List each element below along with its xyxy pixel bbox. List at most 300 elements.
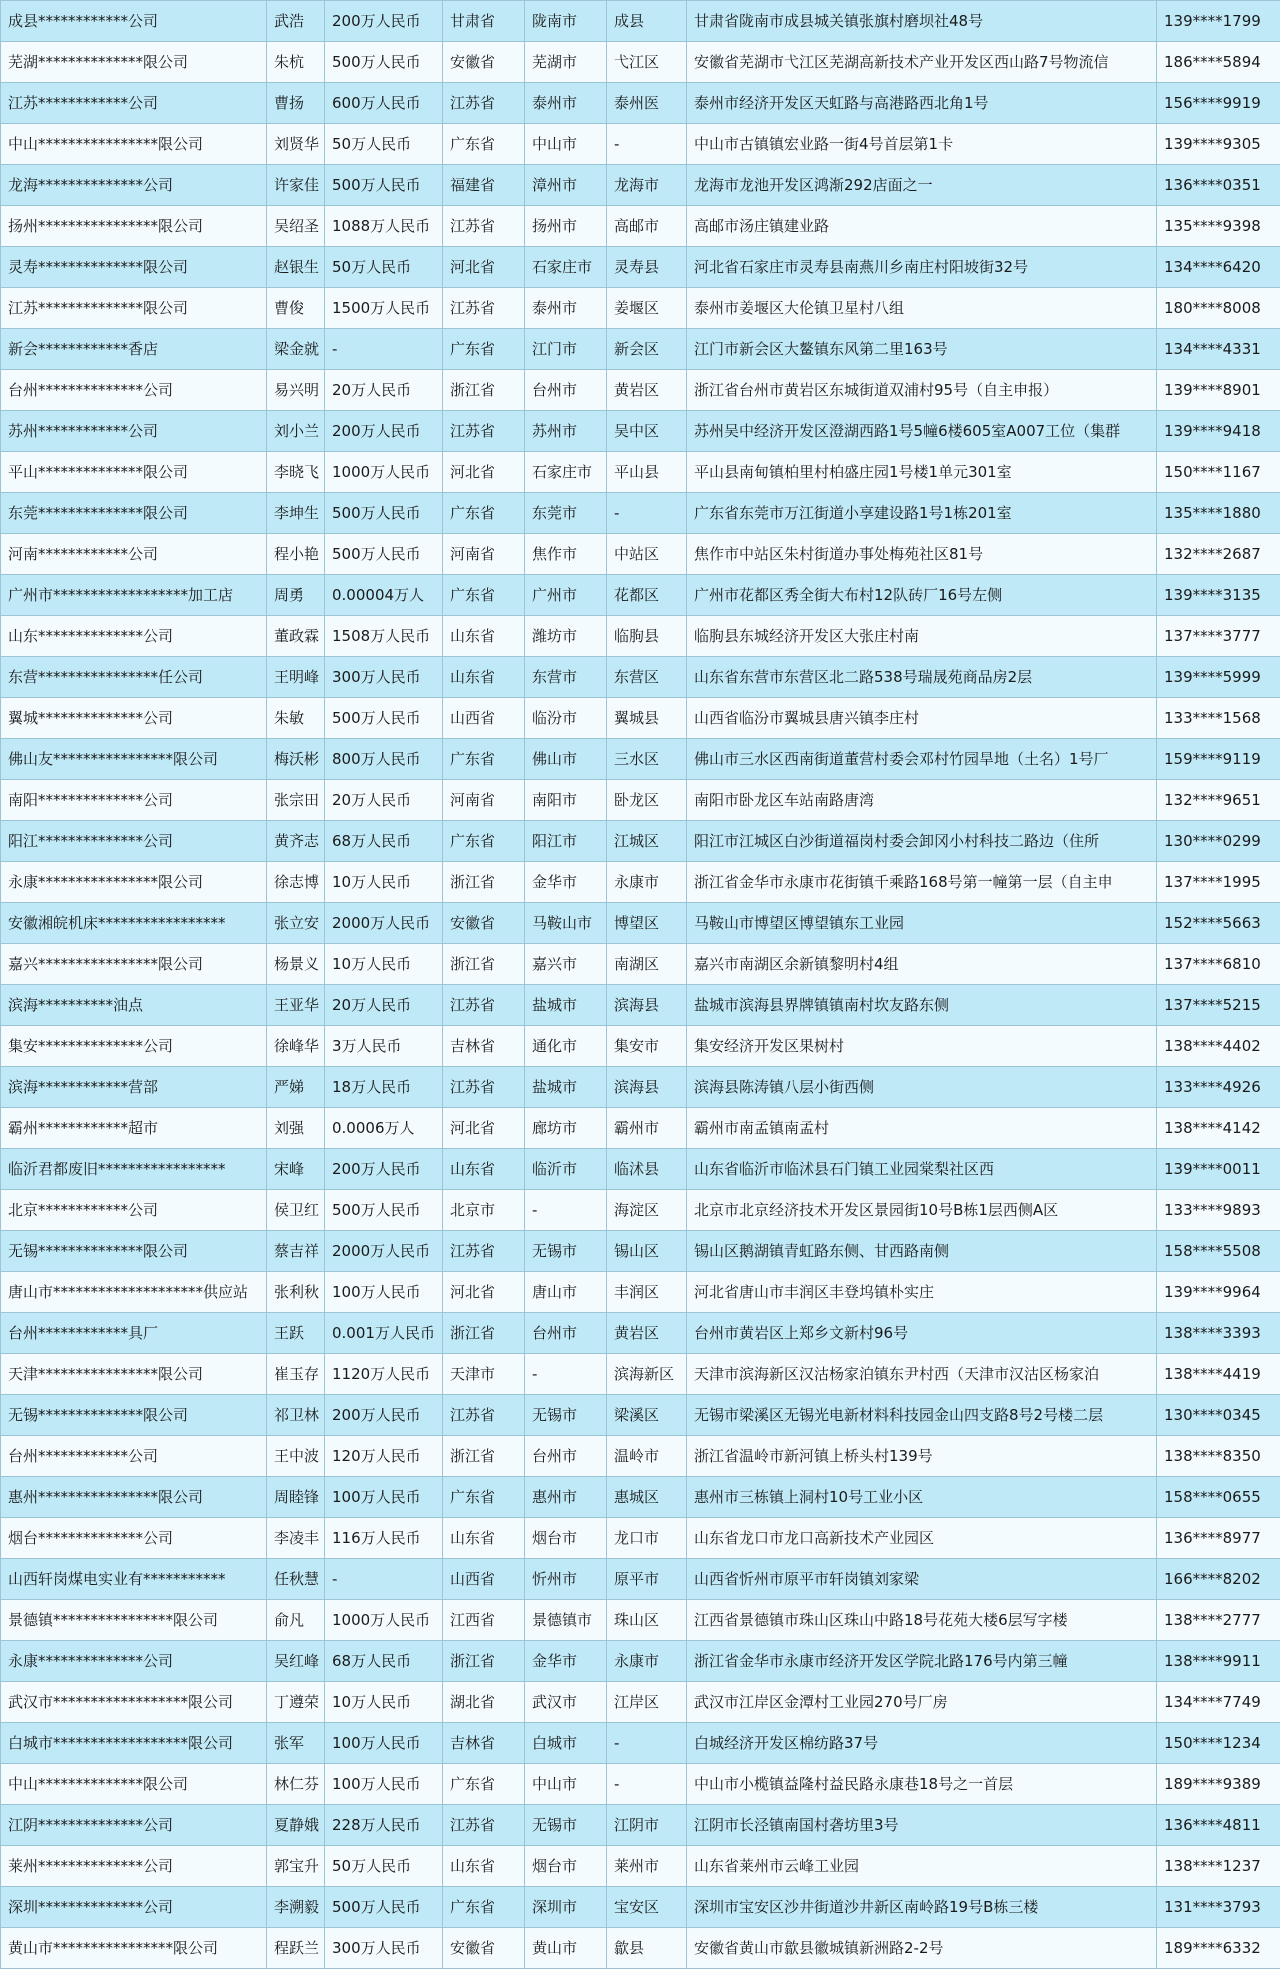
registered-capital-cell: 200万人民币 xyxy=(325,1149,443,1190)
registered-capital-cell: 500万人民币 xyxy=(325,165,443,206)
province-cell: 浙江省 xyxy=(443,944,525,985)
phone-cell: 139****1799 xyxy=(1157,1,1280,42)
company-name-cell: 黄山市****************限公司 xyxy=(1,1928,267,1969)
address-cell: 白城经济开发区棉纺路37号 xyxy=(687,1723,1157,1764)
table-row xyxy=(1,1518,1280,1559)
table-row xyxy=(1,575,1280,616)
table-row xyxy=(1,165,1280,206)
company-name-cell: 芜湖**************限公司 xyxy=(1,42,267,83)
table-row xyxy=(1,698,1280,739)
phone-cell: 138****2777 xyxy=(1157,1600,1280,1641)
phone-cell: 186****5894 xyxy=(1157,42,1280,83)
address-cell: 北京市北京经济技术开发区景园街10号B栋1层西侧A区 xyxy=(687,1190,1157,1231)
legal-rep-cell: 吴红峰 xyxy=(267,1641,325,1682)
address-cell: 嘉兴市南湖区余新镇黎明村4组 xyxy=(687,944,1157,985)
district-cell: 锡山区 xyxy=(607,1231,687,1272)
registered-capital-cell: 500万人民币 xyxy=(325,534,443,575)
legal-rep-cell: 程跃兰 xyxy=(267,1928,325,1969)
table-row xyxy=(1,862,1280,903)
district-cell: 姜堰区 xyxy=(607,288,687,329)
company-name-cell: 江苏************公司 xyxy=(1,83,267,124)
phone-cell: 135****9398 xyxy=(1157,206,1280,247)
registered-capital-cell: 0.0006万人 xyxy=(325,1108,443,1149)
registered-capital-cell: 100万人民币 xyxy=(325,1272,443,1313)
legal-rep-cell: 梁金就 xyxy=(267,329,325,370)
table-row xyxy=(1,1641,1280,1682)
legal-rep-cell: 易兴明 xyxy=(267,370,325,411)
table-row xyxy=(1,1354,1280,1395)
city-cell: 景德镇市 xyxy=(525,1600,607,1641)
legal-rep-cell: 徐志博 xyxy=(267,862,325,903)
province-cell: 江苏省 xyxy=(443,411,525,452)
table-row xyxy=(1,1805,1280,1846)
address-cell: 浙江省金华市永康市经济开发区学院北路176号内第三幢 xyxy=(687,1641,1157,1682)
legal-rep-cell: 刘小兰 xyxy=(267,411,325,452)
company-name-cell: 东莞**************限公司 xyxy=(1,493,267,534)
legal-rep-cell: 张宗田 xyxy=(267,780,325,821)
address-cell: 临朐县东城经济开发区大张庄村南 xyxy=(687,616,1157,657)
city-cell: 广州市 xyxy=(525,575,607,616)
legal-rep-cell: 李溯毅 xyxy=(267,1887,325,1928)
company-name-cell: 嘉兴****************限公司 xyxy=(1,944,267,985)
district-cell: 珠山区 xyxy=(607,1600,687,1641)
phone-cell: 131****3793 xyxy=(1157,1887,1280,1928)
city-cell: 金华市 xyxy=(525,862,607,903)
city-cell: 马鞍山市 xyxy=(525,903,607,944)
province-cell: 广东省 xyxy=(443,124,525,165)
city-cell: 台州市 xyxy=(525,370,607,411)
registered-capital-cell: 500万人民币 xyxy=(325,42,443,83)
registered-capital-cell: 20万人民币 xyxy=(325,985,443,1026)
city-cell: 惠州市 xyxy=(525,1477,607,1518)
province-cell: 江苏省 xyxy=(443,985,525,1026)
address-cell: 江阴市长泾镇南国村砻坊里3号 xyxy=(687,1805,1157,1846)
province-cell: 广东省 xyxy=(443,575,525,616)
city-cell: 扬州市 xyxy=(525,206,607,247)
phone-cell: 138****9911 xyxy=(1157,1641,1280,1682)
registered-capital-cell: 500万人民币 xyxy=(325,698,443,739)
table-row xyxy=(1,1395,1280,1436)
district-cell: 滨海县 xyxy=(607,1067,687,1108)
phone-cell: 138****3393 xyxy=(1157,1313,1280,1354)
legal-rep-cell: 朱杭 xyxy=(267,42,325,83)
province-cell: 北京市 xyxy=(443,1190,525,1231)
table-row xyxy=(1,1436,1280,1477)
legal-rep-cell: 王亚华 xyxy=(267,985,325,1026)
company-name-cell: 烟台**************公司 xyxy=(1,1518,267,1559)
registered-capital-cell: 10万人民币 xyxy=(325,1682,443,1723)
phone-cell: 130****0299 xyxy=(1157,821,1280,862)
address-cell: 天津市滨海新区汉沽杨家泊镇东尹村西（天津市汉沽区杨家泊 xyxy=(687,1354,1157,1395)
registered-capital-cell: 68万人民币 xyxy=(325,821,443,862)
city-cell: 唐山市 xyxy=(525,1272,607,1313)
company-name-cell: 安徽湘皖机床***************** xyxy=(1,903,267,944)
company-name-cell: 集安**************公司 xyxy=(1,1026,267,1067)
province-cell: 河南省 xyxy=(443,534,525,575)
phone-cell: 137****5215 xyxy=(1157,985,1280,1026)
company-name-cell: 莱州**************公司 xyxy=(1,1846,267,1887)
province-cell: 山东省 xyxy=(443,616,525,657)
legal-rep-cell: 武浩 xyxy=(267,1,325,42)
phone-cell: 152****5663 xyxy=(1157,903,1280,944)
registered-capital-cell: 18万人民币 xyxy=(325,1067,443,1108)
address-cell: 武汉市江岸区金潭村工业园270号厂房 xyxy=(687,1682,1157,1723)
table-row xyxy=(1,1764,1280,1805)
table-row xyxy=(1,411,1280,452)
company-name-cell: 台州**************公司 xyxy=(1,370,267,411)
registered-capital-cell: 2000万人民币 xyxy=(325,1231,443,1272)
legal-rep-cell: 曹俊 xyxy=(267,288,325,329)
company-name-cell: 无锡**************限公司 xyxy=(1,1231,267,1272)
district-cell: 滨海县 xyxy=(607,985,687,1026)
address-cell: 霸州市南孟镇南孟村 xyxy=(687,1108,1157,1149)
province-cell: 河北省 xyxy=(443,1272,525,1313)
phone-cell: 189****6332 xyxy=(1157,1928,1280,1969)
company-name-cell: 翼城**************公司 xyxy=(1,698,267,739)
table-row xyxy=(1,1190,1280,1231)
city-cell: 中山市 xyxy=(525,1764,607,1805)
company-name-cell: 江阴**************公司 xyxy=(1,1805,267,1846)
legal-rep-cell: 宋峰 xyxy=(267,1149,325,1190)
city-cell: 廊坊市 xyxy=(525,1108,607,1149)
registered-capital-cell: 228万人民币 xyxy=(325,1805,443,1846)
legal-rep-cell: 严娣 xyxy=(267,1067,325,1108)
phone-cell: 132****9651 xyxy=(1157,780,1280,821)
address-cell: 平山县南甸镇柏里村柏盛庄园1号楼1单元301室 xyxy=(687,452,1157,493)
district-cell: 翼城县 xyxy=(607,698,687,739)
company-name-cell: 佛山友****************限公司 xyxy=(1,739,267,780)
phone-cell: 133****1568 xyxy=(1157,698,1280,739)
district-cell: 东营区 xyxy=(607,657,687,698)
district-cell: 弋江区 xyxy=(607,42,687,83)
phone-cell: 180****8008 xyxy=(1157,288,1280,329)
address-cell: 山东省龙口市龙口高新技术产业园区 xyxy=(687,1518,1157,1559)
district-cell: - xyxy=(607,493,687,534)
district-cell: 宝安区 xyxy=(607,1887,687,1928)
registered-capital-cell: 116万人民币 xyxy=(325,1518,443,1559)
legal-rep-cell: 王中波 xyxy=(267,1436,325,1477)
district-cell: 永康市 xyxy=(607,1641,687,1682)
legal-rep-cell: 周睦锋 xyxy=(267,1477,325,1518)
company-name-cell: 龙海**************公司 xyxy=(1,165,267,206)
address-cell: 中山市古镇镇宏业路一街4号首层第1卡 xyxy=(687,124,1157,165)
city-cell: 台州市 xyxy=(525,1313,607,1354)
district-cell: - xyxy=(607,124,687,165)
company-name-cell: 东营****************任公司 xyxy=(1,657,267,698)
district-cell: 成县 xyxy=(607,1,687,42)
registered-capital-cell: 0.00004万人 xyxy=(325,575,443,616)
address-cell: 南阳市卧龙区车站南路唐湾 xyxy=(687,780,1157,821)
legal-rep-cell: 夏静娥 xyxy=(267,1805,325,1846)
phone-cell: 189****9389 xyxy=(1157,1764,1280,1805)
city-cell: 南阳市 xyxy=(525,780,607,821)
company-name-cell: 永康****************限公司 xyxy=(1,862,267,903)
phone-cell: 130****0345 xyxy=(1157,1395,1280,1436)
phone-cell: 138****4142 xyxy=(1157,1108,1280,1149)
city-cell: 漳州市 xyxy=(525,165,607,206)
table-row xyxy=(1,1,1280,42)
address-cell: 龙海市龙池开发区鸿渐292店面之一 xyxy=(687,165,1157,206)
legal-rep-cell: 张利秋 xyxy=(267,1272,325,1313)
legal-rep-cell: 王明峰 xyxy=(267,657,325,698)
legal-rep-cell: 黄齐志 xyxy=(267,821,325,862)
address-cell: 焦作市中站区朱村街道办事处梅苑社区81号 xyxy=(687,534,1157,575)
legal-rep-cell: 丁遵荣 xyxy=(267,1682,325,1723)
phone-cell: 134****7749 xyxy=(1157,1682,1280,1723)
phone-cell: 139****3135 xyxy=(1157,575,1280,616)
table-row xyxy=(1,616,1280,657)
phone-cell: 139****9305 xyxy=(1157,124,1280,165)
address-cell: 河北省唐山市丰润区丰登坞镇朴实庄 xyxy=(687,1272,1157,1313)
registered-capital-cell: 300万人民币 xyxy=(325,657,443,698)
city-cell: 石家庄市 xyxy=(525,452,607,493)
phone-cell: 166****8202 xyxy=(1157,1559,1280,1600)
city-cell: 深圳市 xyxy=(525,1887,607,1928)
registered-capital-cell: 100万人民币 xyxy=(325,1477,443,1518)
registered-capital-cell: 2000万人民币 xyxy=(325,903,443,944)
table-row xyxy=(1,985,1280,1026)
table-row xyxy=(1,1272,1280,1313)
address-cell: 甘肃省陇南市成县城关镇张旗村磨坝社48号 xyxy=(687,1,1157,42)
district-cell: 黄岩区 xyxy=(607,1313,687,1354)
table-row xyxy=(1,247,1280,288)
district-cell: 丰润区 xyxy=(607,1272,687,1313)
district-cell: 南湖区 xyxy=(607,944,687,985)
table-row xyxy=(1,1887,1280,1928)
city-cell: - xyxy=(525,1354,607,1395)
province-cell: 江苏省 xyxy=(443,206,525,247)
district-cell: 江阴市 xyxy=(607,1805,687,1846)
city-cell: - xyxy=(525,1190,607,1231)
address-cell: 浙江省台州市黄岩区东城街道双浦村95号（自主申报） xyxy=(687,370,1157,411)
city-cell: 黄山市 xyxy=(525,1928,607,1969)
city-cell: 临汾市 xyxy=(525,698,607,739)
province-cell: 山东省 xyxy=(443,1149,525,1190)
registered-capital-cell: 1120万人民币 xyxy=(325,1354,443,1395)
city-cell: 台州市 xyxy=(525,1436,607,1477)
district-cell: 龙海市 xyxy=(607,165,687,206)
registered-capital-cell: 0.001万人民币 xyxy=(325,1313,443,1354)
legal-rep-cell: 林仁芬 xyxy=(267,1764,325,1805)
city-cell: 泰州市 xyxy=(525,288,607,329)
province-cell: 福建省 xyxy=(443,165,525,206)
address-cell: 苏州吴中经济开发区澄湖西路1号5幢6楼605室A007工位（集群 xyxy=(687,411,1157,452)
city-cell: 芜湖市 xyxy=(525,42,607,83)
legal-rep-cell: 周勇 xyxy=(267,575,325,616)
table-row xyxy=(1,903,1280,944)
province-cell: 江苏省 xyxy=(443,288,525,329)
district-cell: 原平市 xyxy=(607,1559,687,1600)
province-cell: 江苏省 xyxy=(443,1395,525,1436)
legal-rep-cell: 俞凡 xyxy=(267,1600,325,1641)
phone-cell: 136****8977 xyxy=(1157,1518,1280,1559)
company-name-cell: 中山**************限公司 xyxy=(1,1764,267,1805)
province-cell: 广东省 xyxy=(443,1764,525,1805)
phone-cell: 150****1167 xyxy=(1157,452,1280,493)
district-cell: 温岭市 xyxy=(607,1436,687,1477)
district-cell: 莱州市 xyxy=(607,1846,687,1887)
legal-rep-cell: 梅沃彬 xyxy=(267,739,325,780)
registered-capital-cell: 100万人民币 xyxy=(325,1723,443,1764)
district-cell: 高邮市 xyxy=(607,206,687,247)
legal-rep-cell: 朱敏 xyxy=(267,698,325,739)
table-row xyxy=(1,1723,1280,1764)
company-name-cell: 唐山市********************供应站 xyxy=(1,1272,267,1313)
table-row xyxy=(1,1559,1280,1600)
phone-cell: 133****9893 xyxy=(1157,1190,1280,1231)
city-cell: 无锡市 xyxy=(525,1231,607,1272)
province-cell: 吉林省 xyxy=(443,1026,525,1067)
legal-rep-cell: 程小艳 xyxy=(267,534,325,575)
phone-cell: 136****4811 xyxy=(1157,1805,1280,1846)
district-cell: 江岸区 xyxy=(607,1682,687,1723)
province-cell: 江苏省 xyxy=(443,1067,525,1108)
district-cell: 临朐县 xyxy=(607,616,687,657)
table-row xyxy=(1,1600,1280,1641)
registered-capital-cell: 50万人民币 xyxy=(325,124,443,165)
legal-rep-cell: 王跃 xyxy=(267,1313,325,1354)
registered-capital-cell: 10万人民币 xyxy=(325,944,443,985)
table-row xyxy=(1,1231,1280,1272)
company-name-cell: 山东**************公司 xyxy=(1,616,267,657)
company-name-cell: 白城市******************限公司 xyxy=(1,1723,267,1764)
company-name-cell: 无锡**************限公司 xyxy=(1,1395,267,1436)
province-cell: 山东省 xyxy=(443,1518,525,1559)
city-cell: 东莞市 xyxy=(525,493,607,534)
registered-capital-cell: 68万人民币 xyxy=(325,1641,443,1682)
phone-cell: 158****0655 xyxy=(1157,1477,1280,1518)
legal-rep-cell: 李凌丰 xyxy=(267,1518,325,1559)
district-cell: 梁溪区 xyxy=(607,1395,687,1436)
table-row xyxy=(1,124,1280,165)
legal-rep-cell: 董政霖 xyxy=(267,616,325,657)
registered-capital-cell: 200万人民币 xyxy=(325,411,443,452)
address-cell: 安徽省黄山市歙县徽城镇新洲路2-2号 xyxy=(687,1928,1157,1969)
district-cell: 江城区 xyxy=(607,821,687,862)
company-name-cell: 临沂君都废旧***************** xyxy=(1,1149,267,1190)
registered-capital-cell: 200万人民币 xyxy=(325,1395,443,1436)
address-cell: 滨海县陈涛镇八层小街西侧 xyxy=(687,1067,1157,1108)
phone-cell: 133****4926 xyxy=(1157,1067,1280,1108)
company-name-cell: 灵寿**************限公司 xyxy=(1,247,267,288)
city-cell: 潍坊市 xyxy=(525,616,607,657)
company-name-cell: 江苏**************限公司 xyxy=(1,288,267,329)
registered-capital-cell: 500万人民币 xyxy=(325,1887,443,1928)
company-name-cell: 北京************公司 xyxy=(1,1190,267,1231)
province-cell: 广东省 xyxy=(443,1887,525,1928)
address-cell: 山西省临汾市翼城县唐兴镇李庄村 xyxy=(687,698,1157,739)
district-cell: 龙口市 xyxy=(607,1518,687,1559)
address-cell: 无锡市梁溪区无锡光电新材料科技园金山四支路8号2号楼二层 xyxy=(687,1395,1157,1436)
registered-capital-cell: 3万人民币 xyxy=(325,1026,443,1067)
city-cell: 中山市 xyxy=(525,124,607,165)
registered-capital-cell: - xyxy=(325,1559,443,1600)
legal-rep-cell: 李坤生 xyxy=(267,493,325,534)
city-cell: 佛山市 xyxy=(525,739,607,780)
company-name-cell: 中山****************限公司 xyxy=(1,124,267,165)
company-name-cell: 河南************公司 xyxy=(1,534,267,575)
province-cell: 天津市 xyxy=(443,1354,525,1395)
address-cell: 江西省景德镇市珠山区珠山中路18号花苑大楼6层写字楼 xyxy=(687,1600,1157,1641)
district-cell: 三水区 xyxy=(607,739,687,780)
district-cell: 临沭县 xyxy=(607,1149,687,1190)
district-cell: 歙县 xyxy=(607,1928,687,1969)
phone-cell: 138****1237 xyxy=(1157,1846,1280,1887)
company-name-cell: 阳江**************公司 xyxy=(1,821,267,862)
registered-capital-cell: 1000万人民币 xyxy=(325,1600,443,1641)
table-row xyxy=(1,1067,1280,1108)
phone-cell: 159****9119 xyxy=(1157,739,1280,780)
province-cell: 浙江省 xyxy=(443,862,525,903)
phone-cell: 135****1880 xyxy=(1157,493,1280,534)
district-cell: 新会区 xyxy=(607,329,687,370)
district-cell: 花都区 xyxy=(607,575,687,616)
table-row xyxy=(1,42,1280,83)
address-cell: 山东省临沂市临沭县石门镇工业园棠梨社区西 xyxy=(687,1149,1157,1190)
legal-rep-cell: 张军 xyxy=(267,1723,325,1764)
address-cell: 山东省东营市东营区北二路538号瑞晟苑商品房2层 xyxy=(687,657,1157,698)
province-cell: 河北省 xyxy=(443,1108,525,1149)
table-row xyxy=(1,1026,1280,1067)
province-cell: 湖北省 xyxy=(443,1682,525,1723)
table-row xyxy=(1,1313,1280,1354)
registered-capital-cell: 300万人民币 xyxy=(325,1928,443,1969)
province-cell: 江苏省 xyxy=(443,1805,525,1846)
district-cell: 中站区 xyxy=(607,534,687,575)
registered-capital-cell: 20万人民币 xyxy=(325,780,443,821)
phone-cell: 139****8901 xyxy=(1157,370,1280,411)
legal-rep-cell: 崔玉存 xyxy=(267,1354,325,1395)
province-cell: 山东省 xyxy=(443,657,525,698)
phone-cell: 134****6420 xyxy=(1157,247,1280,288)
city-cell: 白城市 xyxy=(525,1723,607,1764)
district-cell: 滨海新区 xyxy=(607,1354,687,1395)
table-row xyxy=(1,657,1280,698)
registered-capital-cell: - xyxy=(325,329,443,370)
province-cell: 安徽省 xyxy=(443,1928,525,1969)
company-name-cell: 台州************公司 xyxy=(1,1436,267,1477)
district-cell: 海淀区 xyxy=(607,1190,687,1231)
table-row xyxy=(1,452,1280,493)
city-cell: 苏州市 xyxy=(525,411,607,452)
table-row xyxy=(1,780,1280,821)
address-cell: 浙江省金华市永康市花街镇千乘路168号第一幢第一层（自主申 xyxy=(687,862,1157,903)
registered-capital-cell: 500万人民币 xyxy=(325,493,443,534)
district-cell: - xyxy=(607,1764,687,1805)
city-cell: 无锡市 xyxy=(525,1395,607,1436)
city-cell: 临沂市 xyxy=(525,1149,607,1190)
legal-rep-cell: 曹扬 xyxy=(267,83,325,124)
address-cell: 高邮市汤庄镇建业路 xyxy=(687,206,1157,247)
table-row xyxy=(1,370,1280,411)
address-cell: 佛山市三水区西南街道董营村委会邓村竹园旱地（土名）1号厂 xyxy=(687,739,1157,780)
phone-cell: 138****4402 xyxy=(1157,1026,1280,1067)
company-name-cell: 南阳**************公司 xyxy=(1,780,267,821)
company-name-cell: 滨海**********油点 xyxy=(1,985,267,1026)
city-cell: 江门市 xyxy=(525,329,607,370)
province-cell: 浙江省 xyxy=(443,1313,525,1354)
legal-rep-cell: 侯卫红 xyxy=(267,1190,325,1231)
city-cell: 焦作市 xyxy=(525,534,607,575)
city-cell: 武汉市 xyxy=(525,1682,607,1723)
city-cell: 陇南市 xyxy=(525,1,607,42)
legal-rep-cell: 徐峰华 xyxy=(267,1026,325,1067)
table-row xyxy=(1,739,1280,780)
city-cell: 嘉兴市 xyxy=(525,944,607,985)
city-cell: 石家庄市 xyxy=(525,247,607,288)
registered-capital-cell: 10万人民币 xyxy=(325,862,443,903)
province-cell: 江苏省 xyxy=(443,83,525,124)
